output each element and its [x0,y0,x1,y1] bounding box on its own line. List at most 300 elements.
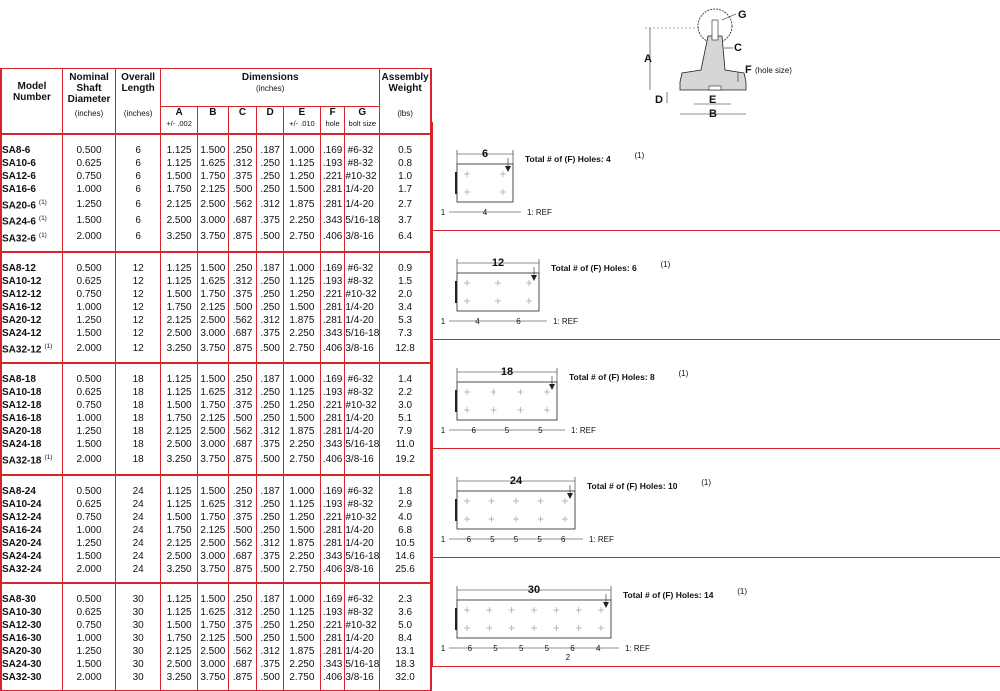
cell-c: .562 [228,425,257,438]
cell-c: .375 [228,511,257,524]
holes-footnote: (1) [701,478,712,487]
cell-a: 1.500 [161,619,198,632]
cell-d: .187 [257,373,284,386]
cell-wt: 0.5 [380,144,431,157]
cell-wt: 5.1 [380,412,431,425]
table-row [1,425,431,438]
cell-dia: 0.750 [62,288,115,301]
cell-d: .375 [257,658,284,671]
cell-g: #8-32 [345,157,380,170]
model-cell [1,170,62,183]
cell-f: .343 [320,550,345,563]
model-number: SA24-18 [2,439,42,451]
cell-c: .875 [228,563,257,576]
model-number: SA24-6 [2,216,36,228]
cell-d: .500 [257,671,284,684]
cell-g: #8-32 [345,386,380,399]
header-col-b [198,107,229,134]
cell-f: .169 [320,485,345,498]
model-number: SA16-30 [2,632,42,644]
cell-g: #8-32 [345,275,380,288]
cell-g: 1/4-20 [345,632,380,645]
cell-b: 2.125 [198,632,229,645]
cell-g: 3/8-16 [345,671,380,684]
cell-a: 1.125 [161,157,198,170]
footnote-ref: (1) [38,231,47,239]
table-row [1,229,431,245]
rail-rect [457,382,557,420]
label-f: F [745,64,752,76]
label-f-note: (hole size) [755,66,792,75]
spacing-label: 1 [440,208,446,217]
cell-wt: 14.6 [380,550,431,563]
cell-e: 2.250 [283,212,320,228]
cell-e: 1.000 [283,262,320,275]
cell-c: .250 [228,485,257,498]
header-col-f [320,107,345,134]
length-label: 30 [527,584,541,596]
header-len-line1: Overall [121,72,156,83]
model-cell [1,288,62,301]
cell-dia: 2.000 [62,229,115,245]
cell-b: 3.000 [198,212,229,228]
cell-e: 1.875 [283,425,320,438]
cell-c: .687 [228,327,257,340]
group-spacer [1,252,431,262]
table-row [1,340,431,356]
cell-c: .312 [228,498,257,511]
model-cell [1,485,62,498]
label-c: C [734,42,742,54]
cell-dia: 1.000 [62,524,115,537]
table-row [1,524,431,537]
cell-c: .562 [228,645,257,658]
cell-b: 1.625 [198,498,229,511]
cell-f: .406 [320,229,345,245]
cell-e: 1.250 [283,170,320,183]
model-cell [1,511,62,524]
cell-g: 1/4-20 [345,301,380,314]
cell-dia: 2.000 [62,340,115,356]
hole-pattern-svg [433,558,1000,666]
spacing-label: 5 [518,644,524,653]
cell-wt: 8.4 [380,632,431,645]
cell-wt: 3.6 [380,606,431,619]
cell-wt: 7.3 [380,327,431,340]
cell-c: .312 [228,606,257,619]
cell-f: .406 [320,340,345,356]
cell-d: .250 [257,157,284,170]
cell-dia: 1.250 [62,425,115,438]
cell-f: .221 [320,399,345,412]
cell-e: 1.000 [283,144,320,157]
cell-c: .500 [228,301,257,314]
cell-g: 1/4-20 [345,425,380,438]
col-e-letter: E [298,107,306,119]
table-row [1,498,431,511]
cell-f: .169 [320,593,345,606]
cell-c: .500 [228,412,257,425]
cell-a: 1.750 [161,632,198,645]
cell-wt: 12.8 [380,340,431,356]
rail-end-cap [455,172,457,194]
model-number: SA16-6 [2,184,36,195]
cell-f: .406 [320,563,345,576]
cell-d: .375 [257,327,284,340]
hole-diagram-30 [433,558,1000,667]
cell-g: 5/16-18 [345,658,380,670]
cell-dia: 1.000 [62,183,115,196]
cell-len: 30 [116,593,161,606]
cell-e: 1.500 [283,412,320,425]
label-a: A [644,53,652,65]
header-dia-line2: Shaft [76,83,102,94]
cell-len: 24 [116,524,161,537]
model-number: SA24-24 [2,550,42,562]
model-cell [1,593,62,606]
cell-dia: 1.500 [62,212,115,228]
cell-dia: 2.000 [62,671,115,684]
cell-dia: 0.500 [62,262,115,275]
model-number: SA20-30 [2,645,42,657]
table-row [1,563,431,576]
cell-len: 6 [116,170,161,183]
model-cell [1,645,62,658]
model-number: SA8-30 [2,593,36,605]
cell-a: 1.125 [161,606,198,619]
model-number: SA20-24 [2,537,42,549]
bolt-slot [712,20,718,40]
cell-b: 1.500 [198,593,229,606]
cell-f: .281 [320,537,345,550]
header-len-line2: Length [121,83,155,94]
cell-f: .281 [320,314,345,327]
header-model [1,69,62,135]
spacing-label: 5 [537,535,542,544]
cell-f: .169 [320,373,345,386]
cell-b: 3.750 [198,229,229,245]
cell-b: 3.000 [198,658,229,671]
cell-e: 1.500 [283,183,320,196]
cell-len: 30 [116,606,161,619]
table-row [1,327,431,340]
table-row [1,438,431,451]
header-wt-line2: Weight [388,83,422,94]
header-dia-line1: Nominal [69,72,109,83]
cell-f: .281 [320,183,345,196]
cell-b: 1.625 [198,386,229,399]
length-label: 6 [481,148,489,160]
cell-len: 12 [116,327,161,340]
cell-g: #10-32 [345,511,380,524]
cell-d: .250 [257,301,284,314]
cell-len: 18 [116,438,161,451]
cell-e: 1.125 [283,275,320,288]
table-row [1,511,431,524]
cell-len: 24 [116,550,161,563]
cell-d: .250 [257,288,284,301]
col-f-letter: F [329,107,336,119]
cell-wt: 13.1 [380,645,431,658]
cell-dia: 1.250 [62,537,115,550]
cell-e: 1.125 [283,386,320,399]
cell-g: #10-32 [345,619,380,632]
cell-d: .500 [257,563,284,576]
col-f-note: hole [325,119,340,129]
cell-wt: 11.0 [380,438,431,451]
cell-f: .193 [320,498,345,511]
cell-g: 3/8-16 [345,451,380,467]
cell-len: 24 [116,511,161,524]
model-number: SA8-12 [2,262,36,274]
col-e-note: +/- .010 [289,119,315,129]
cell-len: 12 [116,275,161,288]
length-label: 18 [500,366,514,378]
cell-wt: 2.0 [380,288,431,301]
group-spacer [1,475,431,485]
cell-e: 2.250 [283,658,320,671]
cell-len: 18 [116,451,161,467]
model-cell [1,157,62,170]
header-col-d [257,107,284,134]
model-cell [1,196,62,212]
cell-a: 1.500 [161,511,198,524]
cell-b: 2.125 [198,183,229,196]
cell-b: 2.125 [198,412,229,425]
cell-e: 1.000 [283,593,320,606]
cell-dia: 1.500 [62,327,115,340]
model-number: SA32-12 [2,344,42,356]
model-cell [1,314,62,327]
cell-b: 1.625 [198,275,229,288]
cell-a: 2.125 [161,425,198,438]
cell-g: #6-32 [345,262,380,275]
cell-e: 1.250 [283,511,320,524]
cell-d: .375 [257,212,284,228]
cell-g: #6-32 [345,144,380,157]
cell-wt: 1.4 [380,373,431,386]
cell-e: 1.875 [283,196,320,212]
cell-e: 1.000 [283,373,320,386]
cell-b: 3.000 [198,438,229,451]
cell-dia: 0.750 [62,619,115,632]
model-cell [1,550,62,563]
cell-b: 1.750 [198,288,229,301]
model-cell [1,327,62,340]
header-wt-unit: (lbs) [397,109,413,118]
hole-diagram-panel [432,122,1000,667]
spacing-label: 5 [544,644,550,653]
cell-g: #6-32 [345,593,380,606]
header-diameter [62,69,115,135]
spacing-label: 1 [440,535,446,544]
cell-dia: 1.500 [62,550,115,563]
cell-a: 2.500 [161,438,198,451]
cell-d: .500 [257,340,284,356]
cell-c: .875 [228,229,257,245]
cell-f: .193 [320,386,345,399]
table-row [1,386,431,399]
col-g-letter: G [358,107,367,119]
cell-dia: 1.250 [62,196,115,212]
cell-b: 2.500 [198,196,229,212]
cell-g: #8-32 [345,606,380,619]
cell-dia: 1.250 [62,645,115,658]
model-number: SA12-12 [2,288,42,300]
model-number: SA10-18 [2,387,42,399]
model-cell [1,498,62,511]
rail-end-cap [455,608,457,630]
model-number: SA12-24 [2,511,42,523]
footnote-ref: (1) [44,454,53,462]
cell-a: 1.125 [161,386,198,399]
model-number: SA24-12 [2,327,42,339]
cell-g: #8-32 [345,498,380,511]
cell-e: 1.000 [283,485,320,498]
table-row [1,593,431,606]
model-number: SA20-18 [2,426,42,438]
cell-d: .312 [257,425,284,438]
cell-len: 18 [116,399,161,412]
cell-d: .250 [257,511,284,524]
model-cell [1,412,62,425]
cell-e: 2.750 [283,563,320,576]
cell-a: 1.500 [161,399,198,412]
cell-g: 1/4-20 [345,314,380,327]
cell-g: 5/16-18 [345,212,380,228]
cell-g: 5/16-18 [345,327,380,339]
cell-len: 18 [116,412,161,425]
header-col-e [283,107,320,134]
cell-c: .687 [228,550,257,563]
table-row [1,606,431,619]
hole-pattern-svg [433,231,1000,339]
cell-wt: 2.3 [380,593,431,606]
header-col-g [345,107,380,134]
header-len-unit: (inches) [123,109,153,118]
header-length [116,69,161,135]
header-model-line2: Number [13,92,51,103]
table-row [1,212,431,228]
col-d-letter: D [266,107,274,119]
holes-footnote: (1) [660,260,671,269]
model-number: SA10-24 [2,498,42,510]
model-cell [1,632,62,645]
ref-label: 1: REF [553,317,578,326]
model-cell [1,212,62,228]
cell-c: .312 [228,386,257,399]
cell-d: .375 [257,550,284,563]
holes-count-label: Total # of (F) Holes: 10 [587,481,678,491]
cell-f: .193 [320,157,345,170]
rail-end-cap [455,390,457,412]
cell-len: 18 [116,386,161,399]
col-g-note: bolt size [348,119,377,129]
model-cell [1,658,62,671]
table-row [1,288,431,301]
cell-wt: 4.0 [380,511,431,524]
cell-d: .187 [257,262,284,275]
cell-len: 30 [116,619,161,632]
table-row [1,301,431,314]
cell-c: .375 [228,619,257,632]
cell-a: 2.500 [161,658,198,671]
hole-pattern-svg [433,340,1000,448]
cell-d: .187 [257,485,284,498]
cell-e: 2.250 [283,550,320,563]
cell-len: 18 [116,425,161,438]
footnote-ref: (1) [38,215,47,223]
cell-e: 2.750 [283,451,320,467]
table-row [1,451,431,467]
cell-a: 2.125 [161,537,198,550]
cell-len: 12 [116,314,161,327]
model-cell [1,524,62,537]
cell-wt: 2.2 [380,386,431,399]
cell-len: 6 [116,157,161,170]
table-row [1,658,431,671]
cell-len: 12 [116,301,161,314]
cell-dia: 0.625 [62,275,115,288]
cell-dia: 0.500 [62,593,115,606]
cell-len: 30 [116,632,161,645]
cell-b: 3.750 [198,563,229,576]
cell-dia: 0.625 [62,498,115,511]
cell-d: .500 [257,229,284,245]
cell-dia: 0.750 [62,511,115,524]
cell-f: .281 [320,425,345,438]
cell-c: .562 [228,196,257,212]
spacing-label: 5 [493,644,498,653]
cell-b: 1.500 [198,485,229,498]
model-cell [1,386,62,399]
cell-e: 1.500 [283,632,320,645]
cell-a: 1.750 [161,301,198,314]
holes-count-label: Total # of (F) Holes: 8 [569,372,655,382]
cell-len: 30 [116,658,161,671]
spacing-label: 1 [440,317,446,326]
col-b-letter: B [209,107,217,119]
rail-end-cap [455,281,457,303]
cell-g: 3/8-16 [345,563,380,576]
cell-wt: 0.8 [380,157,431,170]
model-number: SA8-6 [2,145,31,156]
spacing-label: 6 [560,535,566,544]
cell-e: 2.250 [283,327,320,340]
model-cell [1,373,62,386]
table-row [1,170,431,183]
table-row [1,144,431,157]
cell-g: 1/4-20 [345,412,380,425]
model-cell [1,563,62,576]
cell-f: .221 [320,170,345,183]
cell-wt: 1.8 [380,485,431,498]
cell-d: .250 [257,275,284,288]
cell-len: 12 [116,340,161,356]
cell-d: .500 [257,451,284,467]
cell-d: .250 [257,170,284,183]
group-spacer [1,468,431,475]
header-col-c [228,107,257,134]
footnote-ref: (1) [38,199,47,206]
model-number: SA10-30 [2,606,42,618]
cell-a: 1.125 [161,373,198,386]
cell-b: 3.750 [198,671,229,684]
cell-wt: 2.9 [380,498,431,511]
cell-wt: 32.0 [380,671,431,684]
cell-e: 1.875 [283,314,320,327]
cell-c: .500 [228,524,257,537]
